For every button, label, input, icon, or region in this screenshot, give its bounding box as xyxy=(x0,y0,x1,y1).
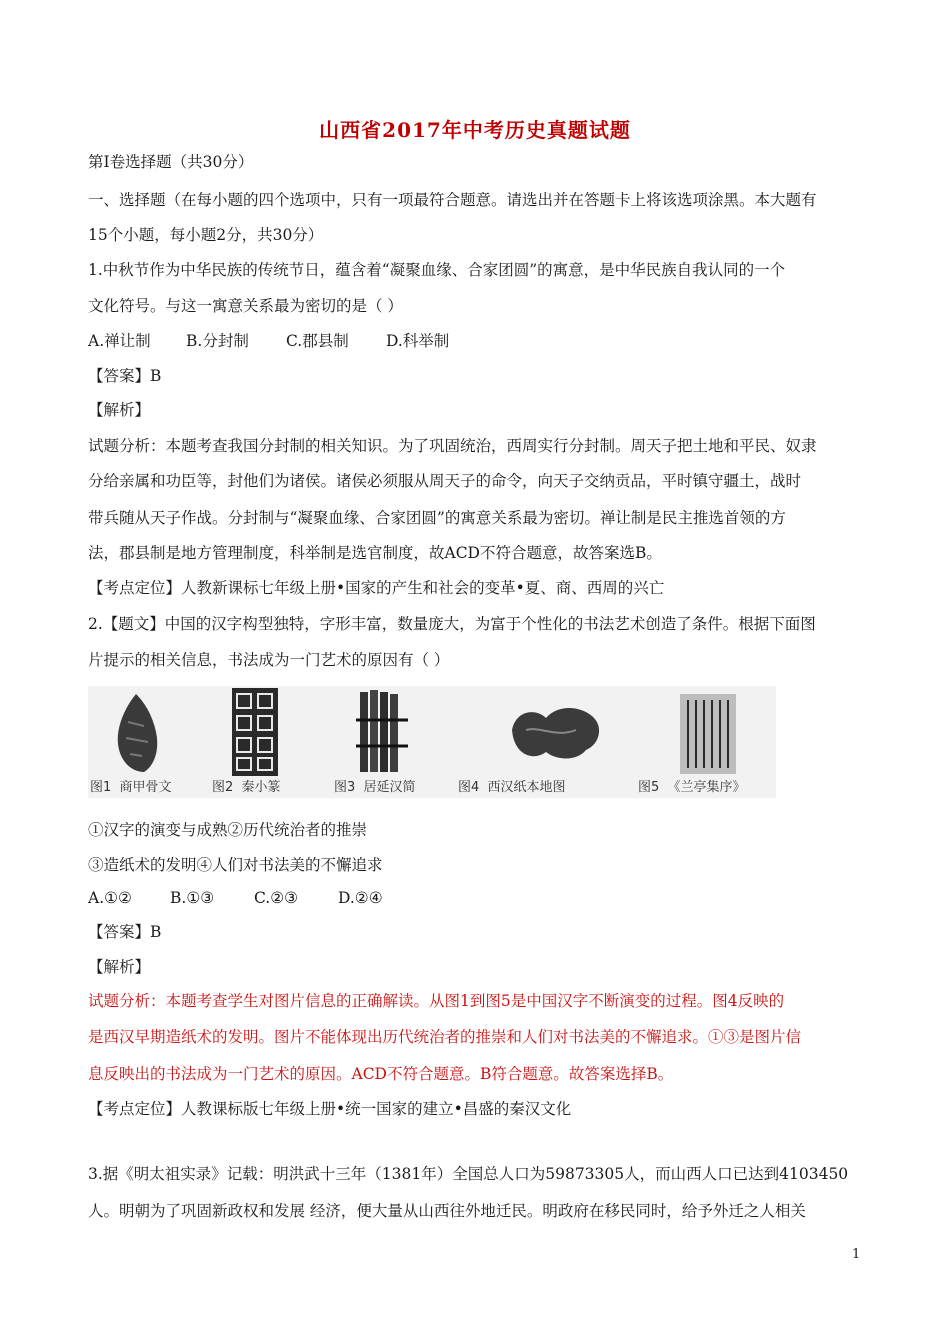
q2-statements-line-2: ③造纸术的发明④人们对书法美的不懈追求 xyxy=(88,856,383,874)
q1-analysis-line-1: 试题分析：本题考查我国分封制的相关知识。为了巩固统治，西周实行分封制。周天子把土地和平民、奴隶 xyxy=(88,437,817,455)
calligraphy-figure-strip xyxy=(88,686,776,798)
q2-stem-line-2: 片提示的相关信息，书法成为一门艺术的原因有（ ） xyxy=(88,651,450,669)
q1-analysis-line-4: 法，郡县制是地方管理制度，科举制是选官制度，故ACD不符合题意，故答案选B。 xyxy=(88,544,662,562)
figure-1-title: 商甲骨文 xyxy=(119,780,172,795)
q3-stem-line-2: 人。明朝为了巩固新政权和发展 经济，便大量从山西往外地迁民。明政府在移民同时，给予外迁之人相关 xyxy=(88,1202,806,1220)
page-number: 1 xyxy=(852,1247,861,1262)
q2-option-c: C.②③ xyxy=(254,889,299,907)
q2-option-b: B.①③ xyxy=(170,889,215,907)
q1-answer: 【答案】B xyxy=(88,367,162,385)
q1-option-b: B.分封制 xyxy=(186,332,249,350)
q1-options xyxy=(88,331,449,351)
figure-1-num: 图1 xyxy=(90,780,112,795)
figure-1-caption xyxy=(90,776,172,795)
q2-option-d: D.②④ xyxy=(338,889,383,907)
q1-analysis-line-3: 带兵随从天子作战。分封制与“凝聚血缘、合家团圆”的寓意关系最为密切。禅让制是民主推选首领的方 xyxy=(88,509,786,527)
figure-2-num: 图2 xyxy=(212,780,234,795)
figure-2-title: 秦小篆 xyxy=(241,780,281,795)
q1-option-a: A.禅让制 xyxy=(88,332,151,350)
oracle-bone-image xyxy=(114,692,162,774)
q1-analysis-line-2: 分给亲属和功臣等，封他们为诸侯。诸侯必须服从周天子的命令，向天子交纳贡品，平时镇守疆土，战时 xyxy=(88,472,802,490)
page-title: 山西省2017年中考历史真题试题 xyxy=(319,118,631,142)
instructions-line-1: 一、选择题（在每小题的四个选项中，只有一项最符合题意。请选出并在答题卡上将该选项涂黑。本大题有 xyxy=(88,191,817,209)
q2-options xyxy=(88,888,383,908)
figure-4-num: 图4 xyxy=(458,780,480,795)
figure-4-caption xyxy=(458,776,566,795)
q2-option-a: A.①② xyxy=(88,889,132,907)
q2-analysis-label: 【解析】 xyxy=(88,958,151,976)
figure-3-title: 居延汉简 xyxy=(363,780,416,795)
figure-2-caption xyxy=(212,776,281,795)
q2-point: 【考点定位】人教课标版七年级上册•统一国家的建立•昌盛的秦汉文化 xyxy=(88,1100,572,1118)
paper-map-image xyxy=(506,700,606,766)
instructions-line-2: 15个小题，每小题2分，共30分） xyxy=(88,226,324,244)
q1-stem-line-2: 文化符号。与这一寓意关系最为密切的是（ ） xyxy=(88,297,403,315)
q1-option-c: C.郡县制 xyxy=(286,332,349,350)
section-header: 第I卷选择题（共30分） xyxy=(88,153,254,171)
q1-point: 【考点定位】人教新课标七年级上册•国家的产生和社会的变革•夏、商、西周的兴亡 xyxy=(88,579,665,597)
q1-analysis-label: 【解析】 xyxy=(88,401,151,419)
q2-analysis-line-1: 试题分析：本题考查学生对图片信息的正确解读。从图1到图5是中国汉字不断演变的过程。图4反映的 xyxy=(88,992,785,1010)
small-seal-image xyxy=(232,688,278,776)
q1-stem-line-1: 1.中秋节作为中华民族的传统节日，蕴含着“凝聚血缘、合家团圆”的寓意，是中华民族自我认同的一个 xyxy=(88,261,786,279)
lanting-preface-image xyxy=(680,694,736,774)
figure-4-title: 西汉纸本地图 xyxy=(487,780,566,795)
q2-statements-line-1: ①汉字的演变与成熟②历代统治者的推崇 xyxy=(88,821,368,839)
q1-option-d: D.科举制 xyxy=(386,332,450,350)
q2-analysis-line-2: 是西汉早期造纸术的发明。图片不能体现出历代统治者的推崇和人们对书法美的不懈追求。①③是图片信 xyxy=(88,1028,802,1046)
q2-answer: 【答案】B xyxy=(88,923,162,941)
figure-3-caption xyxy=(334,776,416,795)
figure-3-num: 图3 xyxy=(334,780,356,795)
figure-5-num: 图5 xyxy=(638,780,660,795)
bamboo-slips-image xyxy=(356,690,408,774)
figure-5-caption xyxy=(638,776,746,795)
q2-analysis-line-3: 息反映出的书法成为一门艺术的原因。ACD不符合题意。B符合题意。故答案选择B。 xyxy=(88,1065,674,1083)
q2-stem-line-1: 2.【题文】中国的汉字构型独特，字形丰富，数量庞大，为富于个性化的书法艺术创造了条件。根据下面图 xyxy=(88,615,816,633)
q3-stem-line-1: 3.据《明太祖实录》记载：明洪武十三年（1381年）全国总人口为59873305人，而山西人口已达到4103450 xyxy=(88,1165,849,1183)
figure-5-title: 《兰亭集序》 xyxy=(667,780,746,795)
